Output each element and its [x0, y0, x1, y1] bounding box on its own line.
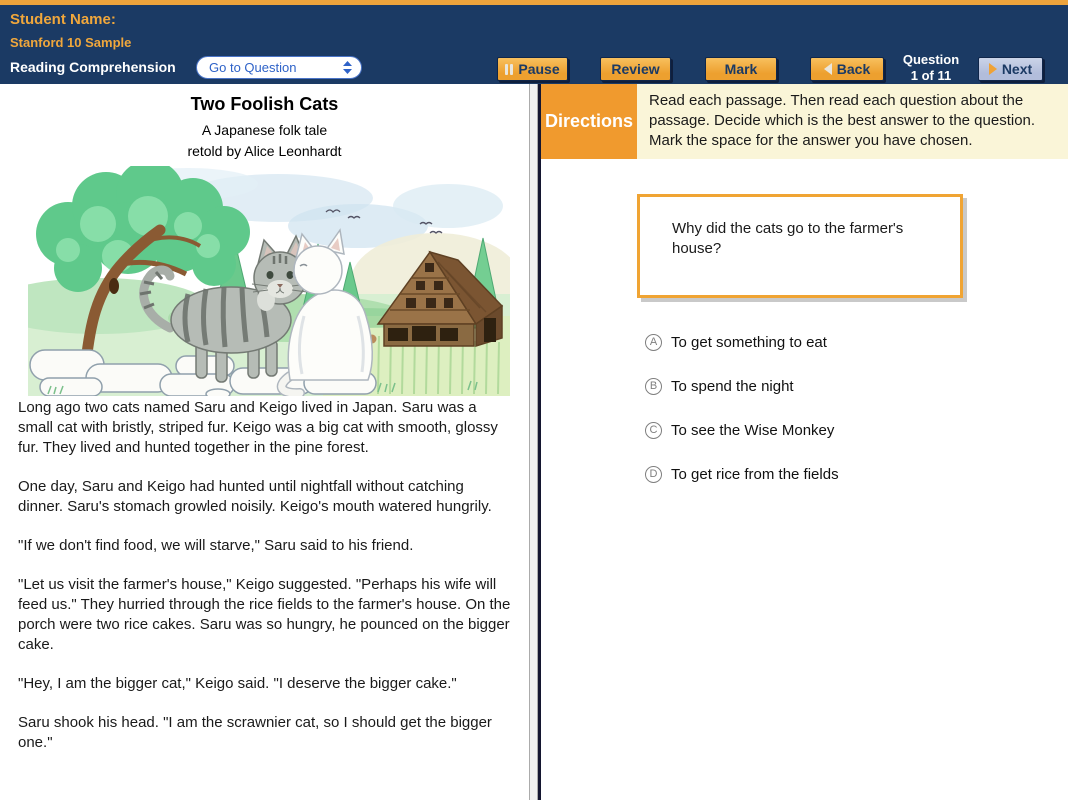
option-row-b[interactable] [645, 376, 839, 396]
passage-panel [0, 84, 529, 800]
pause-icon [505, 64, 513, 75]
question-text: Why did the cats go to the farmer's house? [672, 220, 904, 257]
passage-illustration [28, 166, 510, 396]
mark-button[interactable] [705, 57, 777, 81]
passage-illustration-svg [28, 166, 510, 396]
passage-byline-1: A Japanese folk tale [201, 122, 328, 138]
back-button-label: Back [836, 61, 871, 77]
passage-paragraph: "Hey, I am the bigger cat," Keigo said. "I deserve the bigger cake." [18, 675, 457, 692]
question-counter [891, 52, 971, 84]
back-button[interactable] [810, 57, 884, 81]
option-bubble-d[interactable]: D [645, 466, 662, 483]
student-name-label: Student Name: [10, 11, 116, 28]
review-button[interactable] [600, 57, 671, 81]
next-button[interactable] [978, 57, 1043, 81]
review-button-label: Review [611, 61, 660, 77]
directions-text: Read each passage. Then read each question about the passage. Decide which is the best answer to the question. Mark the space for the answer you have chosen. [637, 84, 1068, 159]
option-row-a[interactable] [645, 332, 839, 352]
option-row-d[interactable] [645, 464, 839, 484]
back-arrow-icon [824, 63, 832, 75]
passage-paragraph: "If we don't find food, we will starve," Saru said to his friend. [18, 537, 414, 554]
directions-bar [541, 84, 1068, 159]
goto-question-selected: Go to Question [209, 60, 297, 75]
passage-paragraph: Long ago two cats named Saru and Keigo lived in Japan. Saru was a small cat with bristly, striped fur. Keigo was a big cat with smooth, glossy fur. They lived and hunted together in the pine forest. [18, 399, 498, 456]
option-text-b: To spend the night [671, 377, 794, 395]
option-text-d: To get rice from the fields [671, 465, 839, 483]
pause-button[interactable] [497, 57, 568, 81]
question-panel [541, 84, 1068, 800]
left-panel-scrollbar[interactable] [529, 84, 538, 800]
option-row-c[interactable] [645, 420, 839, 440]
passage-paragraph: One day, Saru and Keigo had hunted until nightfall without catching dinner. Saru's stomach growled noisily. Keigo's mouth watered hungrily. [18, 478, 492, 515]
passage-body [18, 398, 512, 772]
test-name: Stanford 10 Sample [10, 35, 132, 50]
goto-question-dropdown[interactable] [196, 56, 362, 79]
next-arrow-icon [989, 63, 997, 75]
answer-options [645, 332, 839, 484]
question-counter-line2: 1 of 11 [910, 68, 952, 83]
option-text-c: To see the Wise Monkey [671, 421, 835, 439]
option-bubble-c[interactable]: C [645, 422, 662, 439]
passage-title: Two Foolish Cats [190, 94, 339, 114]
option-bubble-a[interactable]: A [645, 334, 662, 351]
passage-paragraph: "Let us visit the farmer's house," Keigo suggested. "Perhaps his wife will feed us." They hurried through the rice fields to the farmer's house. On the porch were two rice cakes. Saru was so hungry, he pounced on the bigger cake. [18, 576, 511, 653]
option-bubble-b[interactable]: B [645, 378, 662, 395]
next-button-label: Next [1001, 61, 1033, 77]
directions-label: Directions [541, 84, 637, 159]
passage-byline-2: retold by Alice Leonhardt [187, 143, 342, 159]
question-counter-line1: Question [902, 52, 960, 67]
subject-title: Reading Comprehension [10, 59, 176, 75]
dropdown-stepper-icon [342, 60, 353, 75]
header [0, 5, 1068, 84]
option-text-a: To get something to eat [671, 333, 827, 351]
mark-button-label: Mark [724, 61, 758, 77]
question-box [637, 194, 963, 298]
pause-button-label: Pause [518, 61, 560, 77]
passage-paragraph: Saru shook his head. "I am the scrawnier cat, so I should get the bigger one." [18, 714, 492, 751]
